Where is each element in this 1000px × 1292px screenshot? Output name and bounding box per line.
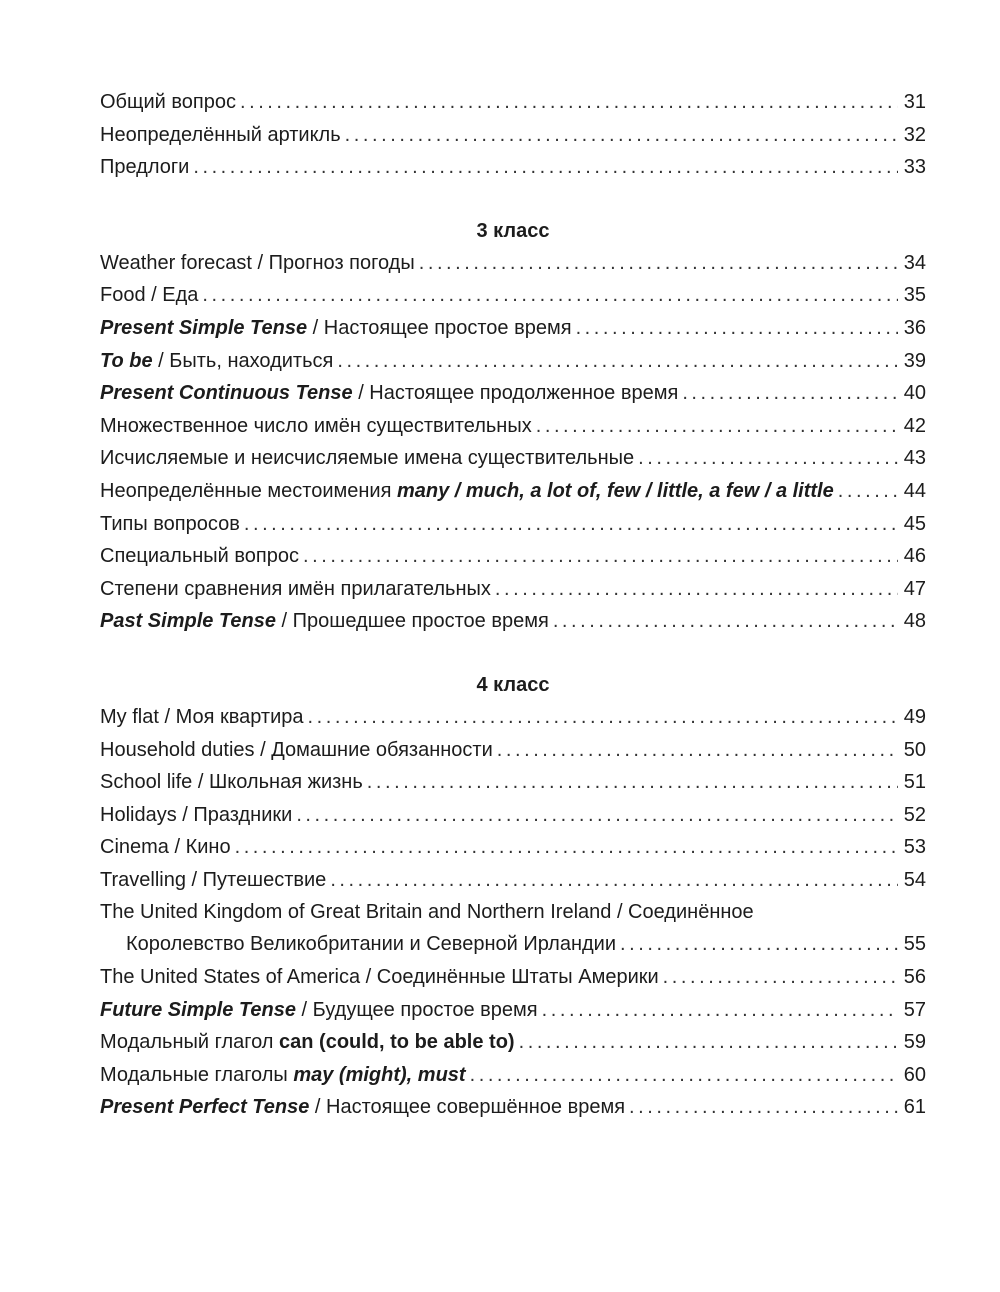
page-number: 57	[903, 998, 926, 1021]
entry-english-term: may (might), must	[293, 1063, 466, 1086]
page-number: 54	[903, 868, 926, 891]
dot-leader	[419, 247, 898, 280]
toc-entry	[100, 377, 926, 410]
page-number: 49	[903, 705, 926, 728]
dot-leader	[497, 734, 898, 767]
toc-section-continued	[100, 86, 926, 184]
toc-entry	[100, 961, 926, 994]
dot-leader	[620, 928, 898, 961]
entry-title-continuation: Королевство Великобритании и Северной Ирландии	[126, 933, 617, 956]
dot-leader	[337, 345, 898, 378]
page-number: 40	[903, 382, 926, 405]
dot-leader	[296, 799, 898, 832]
toc-entry	[100, 1091, 926, 1124]
entry-title: Weather forecast / Прогноз погоды	[100, 251, 415, 274]
entry-russian-text: Модальный глагол	[100, 1031, 280, 1054]
section-heading: 4 класс	[476, 673, 550, 696]
entry-title	[100, 605, 549, 638]
entry-english-term: To be	[100, 349, 153, 372]
dot-leader	[638, 442, 898, 475]
entry-title	[100, 1091, 625, 1124]
page-number: 45	[903, 512, 926, 535]
entry-russian-text: Неопределённые местоимения	[100, 479, 397, 502]
entry-title: Travelling / Путешествие	[100, 868, 327, 891]
page-number: 56	[903, 966, 926, 989]
entry-title	[100, 345, 333, 378]
dot-leader	[536, 410, 898, 443]
page-number: 61	[903, 1096, 926, 1119]
page-number: 60	[903, 1063, 926, 1086]
toc-entry	[100, 864, 926, 897]
toc-entry	[100, 994, 926, 1027]
entry-russian-text: / Настоящее совершённое время	[309, 1096, 626, 1119]
toc-entry	[100, 508, 926, 541]
dot-leader	[519, 1026, 898, 1059]
dot-leader	[629, 1091, 898, 1124]
toc-entry	[100, 831, 926, 864]
toc-entry	[100, 1059, 926, 1092]
entry-title	[100, 475, 834, 508]
dot-leader	[240, 86, 898, 119]
dot-leader	[553, 605, 898, 638]
page-number: 35	[903, 284, 926, 307]
entry-russian-text: / Будущее простое время	[295, 998, 538, 1021]
dot-leader	[576, 312, 898, 345]
dot-leader	[303, 540, 898, 573]
toc-entry	[100, 1026, 926, 1059]
dot-leader	[495, 573, 898, 606]
entry-russian-text: / Быть, находиться	[152, 349, 334, 372]
page-number: 36	[903, 316, 926, 339]
entry-english-term: Past Simple Tense	[100, 610, 276, 633]
dot-leader	[367, 766, 898, 799]
toc-section-grade-4	[100, 669, 926, 1124]
toc-entry	[100, 540, 926, 573]
toc-entry	[100, 573, 926, 606]
entry-title	[100, 377, 678, 410]
entry-title: Типы вопросов	[100, 512, 240, 535]
entry-english-term: Future Simple Tense	[100, 998, 296, 1021]
page-number: 46	[903, 545, 926, 568]
toc-entry-first-line	[100, 896, 926, 928]
dot-leader	[663, 961, 898, 994]
entry-russian-text: / Настоящее простое время	[307, 316, 572, 339]
entry-title: Cinema / Кино	[100, 836, 231, 859]
page-number: 53	[903, 836, 926, 859]
dot-leader	[244, 508, 898, 541]
toc-section-grade-3	[100, 215, 926, 638]
page-number: 32	[903, 123, 926, 146]
page-number: 39	[903, 349, 926, 372]
toc-entry	[100, 734, 926, 767]
toc-entry	[100, 928, 926, 961]
toc-entry	[100, 312, 926, 345]
page-number: 43	[903, 447, 926, 470]
entry-title: The United States of America / Соединённые Штаты Америки	[100, 966, 659, 989]
toc-entry	[100, 345, 926, 378]
page-number: 44	[903, 479, 926, 502]
entry-english-term: Present Perfect Tense	[100, 1096, 310, 1119]
section-heading: 3 класс	[476, 219, 550, 242]
entry-title: Предлоги	[100, 156, 190, 179]
toc-entry	[100, 475, 926, 508]
toc-entry	[100, 766, 926, 799]
entry-russian-text: Модальные глаголы	[100, 1063, 294, 1086]
entry-title: Исчисляемые и неисчисляемые имена существительные	[100, 447, 635, 470]
entry-title: School life / Школьная жизнь	[100, 771, 363, 794]
toc-entry	[100, 442, 926, 475]
entry-title: Household duties / Домашние обязанности	[100, 738, 493, 761]
page-number: 42	[903, 414, 926, 437]
toc-entry	[100, 410, 926, 443]
toc-entry	[100, 799, 926, 832]
page-number: 55	[903, 933, 926, 956]
entry-title: Степени сравнения имён прилагательных	[100, 577, 491, 600]
entry-english-term: can (could, to be able to)	[279, 1031, 515, 1054]
entry-english-term: Present Continuous Tense	[100, 382, 353, 405]
toc-entry	[100, 86, 926, 119]
entry-russian-text: / Прошедшее простое время	[276, 610, 549, 633]
page-number: 34	[903, 251, 926, 274]
dot-leader	[470, 1059, 898, 1092]
dot-leader	[330, 864, 898, 897]
dot-leader	[345, 119, 898, 152]
entry-english-term: many / much, a lot of, few / little, a few / a little	[396, 479, 834, 502]
entry-title: Food / Еда	[100, 284, 199, 307]
page-number: 33	[903, 156, 926, 179]
dot-leader	[308, 701, 899, 734]
entry-title	[100, 994, 538, 1027]
dot-leader	[202, 279, 898, 312]
toc-entry	[100, 151, 926, 184]
entry-title: Множественное число имён существительных	[100, 414, 532, 437]
entry-title	[100, 1059, 466, 1092]
page-number: 59	[903, 1031, 926, 1054]
dot-leader	[838, 475, 898, 508]
page-number: 48	[903, 610, 926, 633]
toc-entry	[100, 247, 926, 280]
entry-title: My flat / Моя квартира	[100, 705, 304, 728]
page-number: 47	[903, 577, 926, 600]
dot-leader	[235, 831, 898, 864]
entry-russian-text: / Настоящее продолженное время	[352, 382, 679, 405]
toc-entry	[100, 701, 926, 734]
table-of-contents	[100, 86, 926, 1124]
entry-title: Специальный вопрос	[100, 545, 299, 568]
dot-leader	[682, 377, 898, 410]
entry-title	[100, 1026, 515, 1059]
page-number: 52	[903, 803, 926, 826]
dot-leader	[542, 994, 898, 1027]
entry-title: Holidays / Праздники	[100, 803, 293, 826]
entry-title: The United Kingdom of Great Britain and Northern Ireland / Соединённое	[100, 901, 754, 924]
toc-entry	[100, 119, 926, 152]
page-number: 31	[903, 91, 926, 113]
entry-title: Общий вопрос	[100, 91, 236, 113]
entry-title: Неопределённый артикль	[100, 123, 341, 146]
toc-entry	[100, 605, 926, 638]
dot-leader	[193, 151, 898, 184]
entry-title	[100, 312, 572, 345]
toc-entry	[100, 279, 926, 312]
page-number: 50	[903, 738, 926, 761]
entry-english-term: Present Simple Tense	[100, 316, 308, 339]
page-number: 51	[903, 771, 926, 794]
